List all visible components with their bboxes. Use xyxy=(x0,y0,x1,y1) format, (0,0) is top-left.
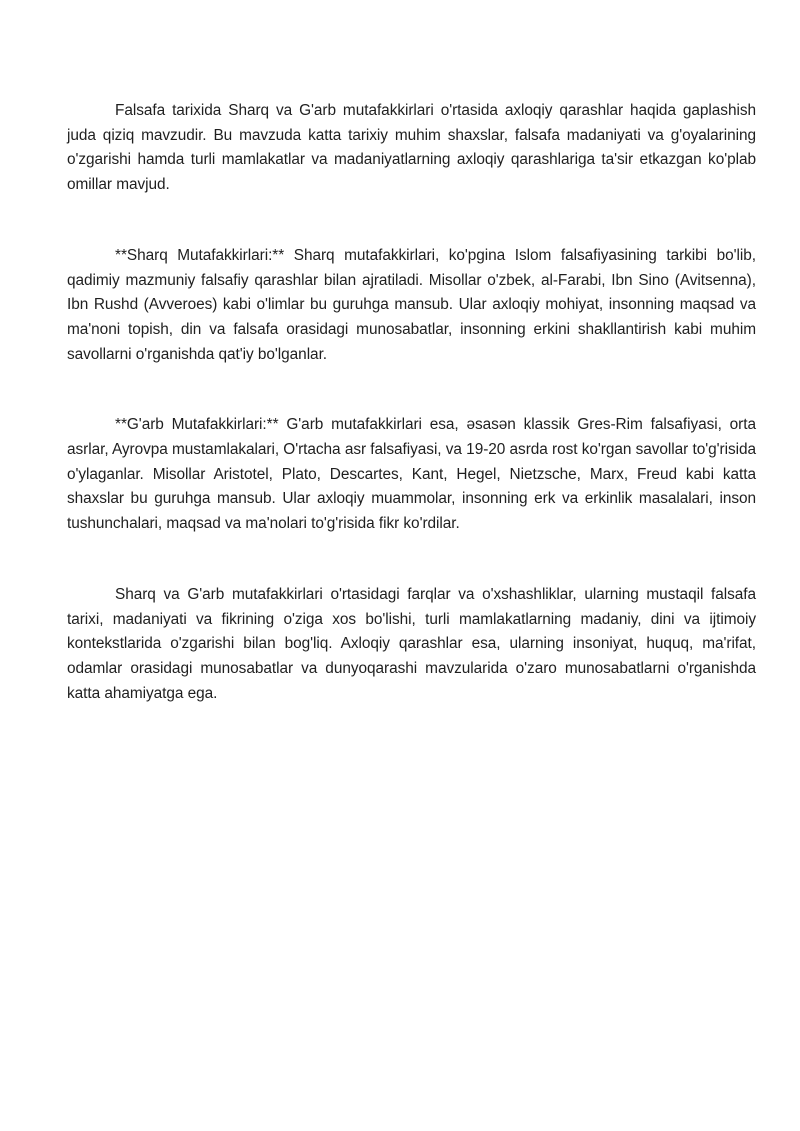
paragraph-spacer xyxy=(67,537,756,583)
paragraph-spacer xyxy=(67,198,756,244)
paragraph-conclusion: Sharq va G'arb mutafakkirlari o'rtasidagi farqlar va o'xshashliklar, ularning mustaqil falsafa tarixi, madaniyati va fikrining o'ziga xos bo'lishi, turli mamlakatlarning madaniy, dini va ijtimoiy kontekstlarida o'zgarishi bilan bog'liq. Axloqiy qarashlar esa, ularning insoniyat, huquq, ma'rifat, odamlar orasidagi munosabatlar va dunyoqarashi mavzularida o'zaro munosabatlarni o'rganishda katta ahamiyatga ega. xyxy=(67,585,756,702)
paragraph-eastern-thinkers: **Sharq Mutafakkirlari:** Sharq mutafakkirlari, ko'pgina Islom falsafiyasining tarkibi bo'lib, qadimiy mazmuniy falsafiy qarashlar bilan ajratiladi. Misollar o'zbek, al-Farabi, Ibn Sino (Avitsenna), Ibn Rushd (Avveroes) kabi o'limlar bu guruhga mansub. Ular axloqiy mohiyat, insonning maqsad va ma'noni topish, din va falsafa orasidagi munosabatlar, insonning erkini shakllantirish kabi muhim savollarni o'rganishda qat'iy bo'lganlar. xyxy=(67,246,756,363)
paragraph-spacer xyxy=(67,367,756,413)
paragraph-western-thinkers: **G'arb Mutafakkirlari:** G'arb mutafakkirlari esa, əsasən klassik Gres-Rim falsafiyasi, orta asrlar, Ayrovpa mustamlakalari, O'rtacha asr falsafiyasi, va 19-20 asrda rost ko'rgan savollar to'g'risida o'ylaganlar. Misollar Aristotel, Plato, Descartes, Kant, Hegel, Nietzsche, Marx, Freud kabi katta shaxslar bu guruhga mansub. Ular axloqiy muammolar, insonning erk va erkinlik masalalari, inson tushunchalari, maqsad va ma'nolari to'g'risida fikr ko'rdilar. xyxy=(67,416,756,533)
paragraph-intro: Falsafa tarixida Sharq va G'arb mutafakkirlari o'rtasida axloqiy qarashlar haqida gaplashish juda qiziq mavzudir. Bu mavzuda katta tarixiy muhim shaxslar, falsafa madaniyati va g'oyalarining o'zgarishi hamda turli mamlakatlar va madaniyatlarning axloqiy qarashlariga ta'sir etkazgan ko'plab omillar mavjud. xyxy=(67,102,756,194)
document-body xyxy=(67,99,756,706)
